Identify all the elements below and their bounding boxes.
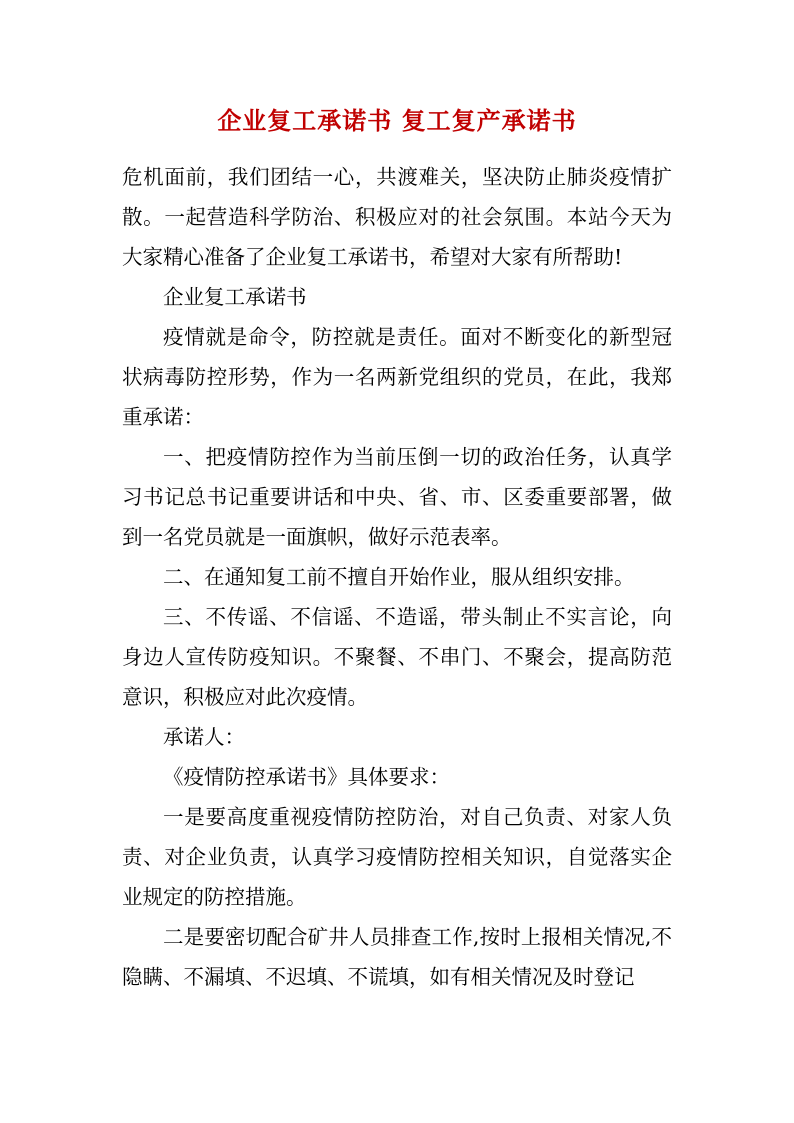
document-title: 企业复工承诺书 复工复产承诺书: [217, 106, 577, 135]
body-paragraph: 疫情就是命令，防控就是责任。面对不断变化的新型冠状病毒防控形势，作为一名两新党组织的党员，在此，我郑重承诺：: [122, 325, 672, 429]
pledge-item-1: 一、把疫情防控作为当前压倒一切的政治任务，认真学习书记总书记重要讲话和中央、省、市、区委重要部署，做到一名党员就是一面旗帜，做好示范表率。: [122, 445, 672, 549]
section-heading: 企业复工承诺书: [163, 285, 307, 309]
signatory-label: 承诺人：: [163, 725, 245, 749]
intro-paragraph: 危机面前，我们团结一心，共渡难关，坚决防止肺炎疫情扩散。一起营造科学防治、积极应对的社会氛围。本站今天为大家精心准备了企业复工承诺书，希望对大家有所帮助!: [122, 165, 672, 269]
requirement-item-1: 一是要高度重视疫情防控防治，对自己负责、对家人负责、对企业负责，认真学习疫情防控相关知识，自觉落实企业规定的防控措施。: [122, 805, 672, 909]
requirement-item-2: 二是要密切配合矿井人员排查工作,按时上报相关情况,不隐瞒、不漏填、不迟填、不谎填，如有相关情况及时登记: [122, 925, 672, 989]
pledge-item-2: 二、在通知复工前不擅自开始作业，服从组织安排。: [163, 565, 635, 589]
pledge-item-3: 三、不传谣、不信谣、不造谣，带头制止不实言论，向身边人宣传防疫知识。不聚餐、不串门、不聚会，提高防范意识，积极应对此次疫情。: [122, 605, 672, 709]
document-body: [122, 157, 672, 997]
requirements-heading: 《疫情防控承诺书》具体要求：: [163, 765, 450, 789]
